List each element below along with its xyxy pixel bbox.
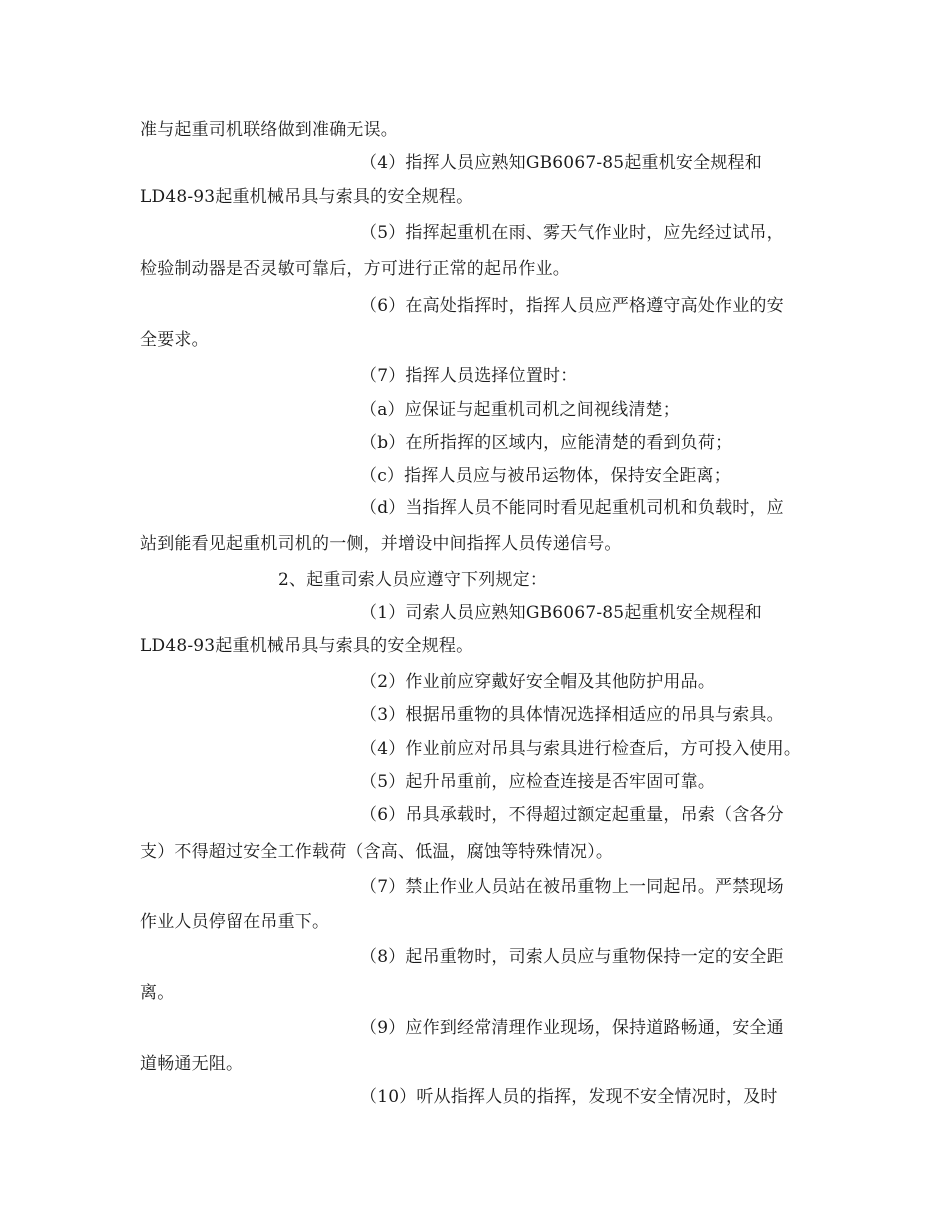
text-line: （8）起吊重物时，司索人员应与重物保持一定的安全距	[360, 947, 784, 967]
text-line: （4）指挥人员应熟知GB6067-85起重机安全规程和	[360, 153, 762, 173]
text-line: （7）禁止作业人员站在被吊重物上一同起吊。严禁现场	[360, 877, 784, 897]
text-line: （a）应保证与起重机司机之间视线清楚；	[360, 400, 680, 420]
text-line: （6）吊具承载时，不得超过额定起重量，吊索（含各分	[360, 805, 784, 825]
text-line: （4）作业前应对吊具与索具进行检查后，方可投入使用。	[360, 739, 802, 759]
text-line: （7）指挥人员选择位置时：	[360, 366, 578, 386]
section-heading: 2、起重司索人员应遵守下列规定：	[278, 570, 548, 590]
text-line: （b）在所指挥的区域内，应能清楚的看到负荷；	[360, 433, 733, 453]
text-line: 支）不得超过安全工作载荷（含高、低温，腐蚀等特殊情况）。	[140, 842, 614, 862]
text-line: LD48-93起重机械吊具与索具的安全规程。	[140, 636, 474, 656]
text-line: （2）作业前应穿戴好安全帽及其他防护用品。	[360, 672, 716, 692]
text-line: （10）听从指挥人员的指挥，发现不安全情况时，及时	[360, 1087, 778, 1107]
text-line: 道畅通无阻。	[140, 1054, 244, 1074]
text-line: （9）应作到经常清理作业现场，保持道路畅通，安全通	[360, 1018, 784, 1038]
text-line: （c）指挥人员应与被吊运物体，保持安全距离；	[360, 466, 731, 486]
text-line: （6）在高处指挥时，指挥人员应严格遵守高处作业的安	[360, 296, 784, 316]
text-line: （5）指挥起重机在雨、雾天气作业时，应先经过试吊，	[360, 223, 784, 243]
text-line: （1）司索人员应熟知GB6067-85起重机安全规程和	[360, 603, 762, 623]
text-line: LD48-93起重机械吊具与索具的安全规程。	[140, 187, 474, 207]
text-line: 全要求。	[140, 330, 209, 350]
text-line: 作业人员停留在吊重下。	[140, 912, 330, 932]
text-line: 站到能看见起重机司机的一侧，并增设中间指挥人员传递信号。	[140, 534, 622, 554]
text-line: 准与起重司机联络做到准确无误。	[140, 120, 398, 140]
text-line: 离。	[140, 983, 175, 1003]
text-line: （5）起升吊重前，应检查连接是否牢固可靠。	[360, 772, 716, 792]
text-line: 检验制动器是否灵敏可靠后，方可进行正常的起吊作业。	[140, 259, 570, 279]
text-line: （3）根据吊重物的具体情况选择相适应的吊具与索具。	[360, 705, 784, 725]
text-line: （d）当指挥人员不能同时看见起重机司机和负载时，应	[360, 498, 784, 518]
